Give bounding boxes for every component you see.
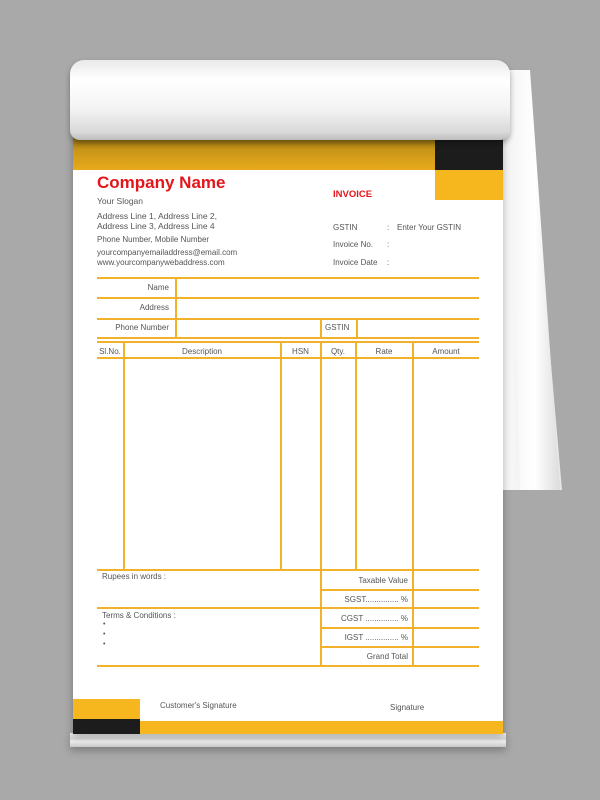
igst-label: IGST ............... % xyxy=(344,633,408,642)
company-phone: Phone Number, Mobile Number xyxy=(97,235,210,244)
cgst-field[interactable] xyxy=(414,609,478,626)
header-yellow-block xyxy=(435,170,503,200)
company-email: yourcompanyemailaddress@email.com xyxy=(97,248,238,257)
col-qty: Qty. xyxy=(330,347,346,356)
meta-label: GSTIN xyxy=(333,223,358,232)
invoice-title: INVOICE xyxy=(333,189,373,200)
customer-address-label: Address xyxy=(139,303,169,312)
meta-label: Invoice Date xyxy=(333,258,378,267)
address-line-b: Address Line 3, Address Line 4 xyxy=(97,221,215,231)
meta-invoice-no xyxy=(333,240,397,249)
company-address xyxy=(97,211,217,231)
customer-name-label: Name xyxy=(147,283,169,292)
divider xyxy=(97,665,479,667)
taxable-value-field[interactable] xyxy=(414,571,478,588)
col-description: Description xyxy=(181,347,222,356)
company-website: www.yourcompanywebaddress.com xyxy=(97,258,225,267)
col-rate: Rate xyxy=(375,347,393,356)
header-band xyxy=(73,136,435,170)
cgst-label: CGST ............... % xyxy=(341,614,408,623)
company-name: Company Name xyxy=(97,173,226,192)
sgst-field[interactable] xyxy=(414,591,478,606)
company-slogan: Your Slogan xyxy=(97,196,144,206)
customer-gstin-label: GSTIN xyxy=(325,323,350,332)
customer-signature-label: Customer's Signature xyxy=(160,701,237,710)
col-hsn: HSN xyxy=(292,347,309,356)
customer-gstin-field[interactable] xyxy=(359,320,477,337)
meta-gstin-value[interactable]: Enter Your GSTIN xyxy=(397,223,462,232)
col-slno: Sl.No. xyxy=(99,347,121,356)
rupees-in-words-label: Rupees in words : xyxy=(102,572,167,581)
sgst-label: SGST............... % xyxy=(344,595,408,604)
taxable-value-label: Taxable Value xyxy=(358,576,408,585)
footer-dark-block xyxy=(73,719,140,734)
divider xyxy=(97,337,479,339)
terms-bullet: • xyxy=(103,631,106,638)
meta-sep: : xyxy=(387,258,390,267)
page-stack-edge xyxy=(70,733,506,747)
grand-total-label: Grand Total xyxy=(366,652,408,661)
pad-top-roll xyxy=(70,60,510,140)
divider xyxy=(97,341,479,343)
customer-address-field[interactable] xyxy=(177,299,477,317)
meta-sep: : xyxy=(387,223,390,232)
meta-sep: : xyxy=(387,240,390,249)
divider xyxy=(356,318,358,337)
invoice-sheet xyxy=(73,136,503,734)
items-body[interactable] xyxy=(97,359,479,568)
company-contact xyxy=(97,248,237,268)
address-line-a: Address Line 1, Address Line 2, xyxy=(97,211,218,221)
customer-phone-field[interactable] xyxy=(177,320,319,337)
meta-gstin xyxy=(333,223,461,232)
igst-field[interactable] xyxy=(414,629,478,645)
meta-invoice-date xyxy=(333,258,397,267)
divider xyxy=(320,569,322,665)
rupees-in-words-field[interactable] xyxy=(99,583,317,605)
customer-name-field[interactable] xyxy=(177,279,477,296)
grand-total-field[interactable] xyxy=(414,648,478,664)
header-dark-block xyxy=(435,136,503,170)
customer-phone-label: Phone Number xyxy=(115,323,169,332)
terms-bullet: • xyxy=(103,641,106,648)
divider xyxy=(320,318,322,337)
col-amount: Amount xyxy=(432,347,460,356)
meta-label: Invoice No. xyxy=(333,240,374,249)
footer-band xyxy=(140,721,503,734)
terms-label: Terms & Conditions : xyxy=(102,611,176,620)
footer-yellow-block xyxy=(73,699,140,719)
signature-label: Signature xyxy=(390,703,425,712)
terms-bullet: • xyxy=(103,621,106,628)
